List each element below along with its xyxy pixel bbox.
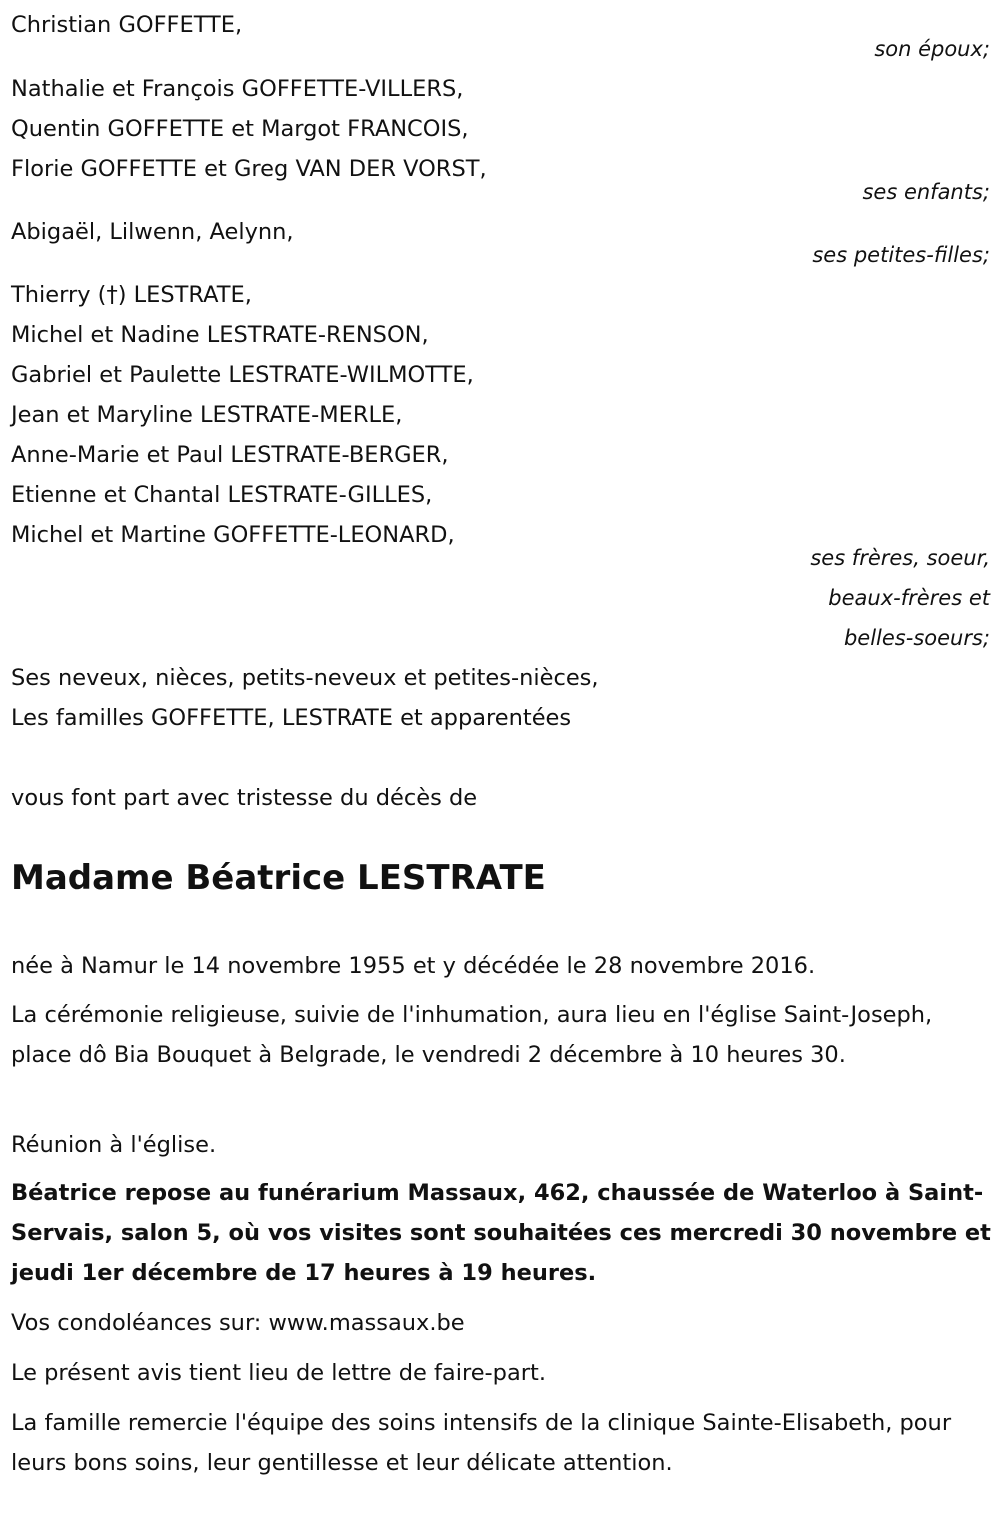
granddaughters-names: Abigaël, Lilwenn, Aelynn, [11, 219, 294, 245]
sibling-name: Etienne et Chantal LESTRATE-GILLES, [11, 482, 433, 508]
sibling-name: Gabriel et Paulette LESTRATE-WILMOTTE, [11, 362, 474, 388]
sibling-name: Anne-Marie et Paul LESTRATE-BERGER, [11, 442, 449, 468]
granddaughters-role: ses petites-filles; [812, 243, 990, 267]
visits-paragraph: Béatrice repose au funérarium Massaux, 462, chaussée de Waterloo à Saint-Servais, salon 5, où vos visites sont souhaitées ces mercredi 30 novembre et jeudi 1er décembre de 17 heures à 19 heures. [11, 1180, 991, 1286]
spouse-name: Christian GOFFETTE, [11, 12, 243, 38]
siblings-role: belles-soeurs; [843, 626, 990, 650]
announcement: vous font part avec tristesse du décès de [11, 785, 478, 811]
meeting-paragraph: Réunion à l'église. [11, 1132, 217, 1158]
relatives-line: Ses neveux, nièces, petits-neveux et petites-nièces, [11, 665, 599, 691]
notice-paragraph: Le présent avis tient lieu de lettre de faire-part. [11, 1360, 546, 1386]
child-name: Quentin GOFFETTE et Margot FRANCOIS, [11, 116, 469, 142]
siblings-role: beaux-frères et [828, 586, 990, 610]
birth-paragraph: née à Namur le 14 novembre 1955 et y décédée le 28 novembre 2016. [11, 953, 816, 979]
children-role: ses enfants; [862, 180, 990, 204]
sibling-name: Jean et Maryline LESTRATE-MERLE, [11, 402, 403, 428]
relatives-line: Les familles GOFFETTE, LESTRATE et apparentées [11, 705, 572, 731]
sibling-name: Michel et Martine GOFFETTE-LEONARD, [11, 522, 455, 548]
thanks-paragraph: La famille remercie l'équipe des soins intensifs de la clinique Sainte-Elisabeth, pour leurs bons soins, leur gentillesse et leur délicate attention. [11, 1410, 952, 1476]
sibling-name: Thierry (†) LESTRATE, [11, 282, 252, 308]
child-name: Florie GOFFETTE et Greg VAN DER VORST, [11, 156, 487, 182]
sibling-name: Michel et Nadine LESTRATE-RENSON, [11, 322, 429, 348]
deceased-name: Madame Béatrice LESTRATE [11, 858, 546, 898]
child-name: Nathalie et François GOFFETTE-VILLERS, [11, 76, 464, 102]
siblings-role: ses frères, soeur, [810, 546, 990, 570]
condolences-paragraph: Vos condoléances sur: www.massaux.be [11, 1310, 465, 1336]
spouse-role: son époux; [874, 37, 990, 61]
ceremony-paragraph: La cérémonie religieuse, suivie de l'inhumation, aura lieu en l'église Saint-Joseph, place dô Bia Bouquet à Belgrade, le vendredi 2 décembre à 10 heures 30. [11, 1002, 933, 1068]
